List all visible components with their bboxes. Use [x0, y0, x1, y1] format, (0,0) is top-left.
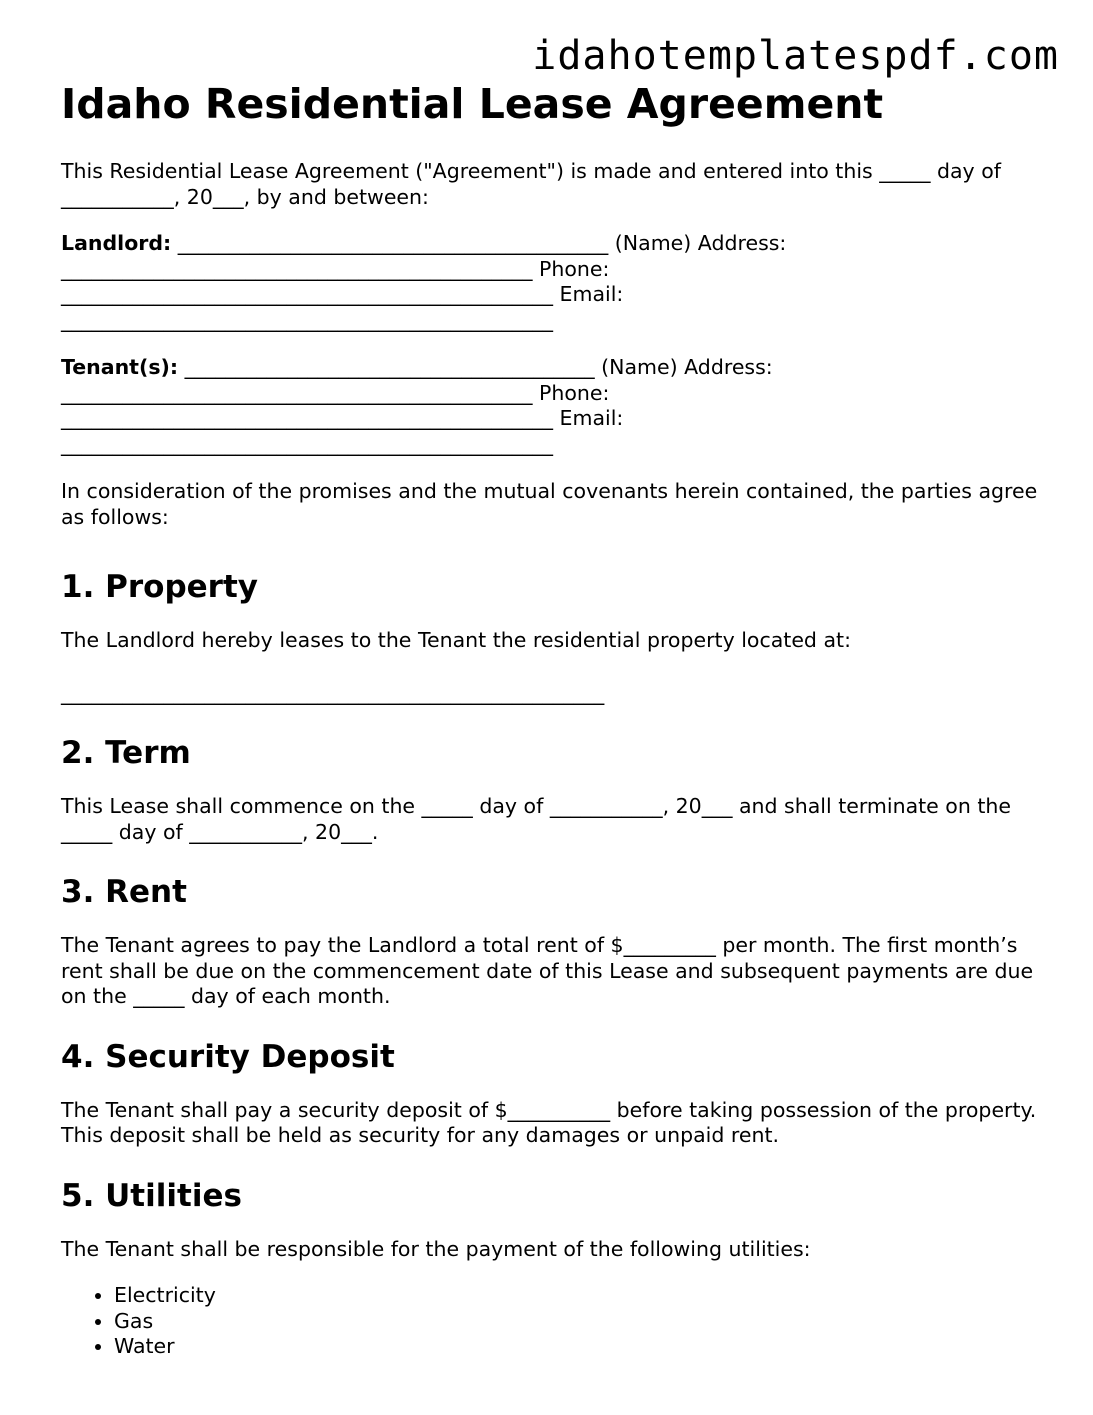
property-address-blank: _____________________________________________________ — [61, 680, 605, 705]
landlord-label: Landlord: — [61, 231, 172, 255]
list-item: • Water — [114, 1334, 1041, 1360]
section-utilities-text: The Tenant shall be responsible for the payment of the following utilities: — [61, 1236, 811, 1261]
intro-paragraph: This Residential Lease Agreement ("Agreement") is made and entered into this _____ day of ___________, 20___, by and between: — [61, 159, 1001, 209]
tenant-label: Tenant(s): — [61, 355, 179, 379]
tenant-fields: ________________________________________ (Name) Address: ______________________________________________ Phone: ________________________________________________ Email: ________________________________________________ — [61, 355, 773, 456]
section-property-text: The Landlord hereby leases to the Tenant the residential property located at: — [61, 628, 851, 652]
section-utilities-heading: 5. Utilities — [61, 1177, 242, 1214]
section-deposit-heading: 4. Security Deposit — [61, 1038, 395, 1075]
lease-document — [61, 80, 1041, 1360]
section-deposit-text: The Tenant shall pay a security deposit of $__________ before taking possession of the property. This deposit shall be held as security for any damages or unpaid rent. — [61, 1097, 1037, 1147]
list-item: • Gas — [114, 1309, 1041, 1335]
list-item: • Electricity — [114, 1283, 1041, 1309]
landlord-fields: __________________________________________ (Name) Address: ______________________________________________ Phone: ________________________________________________ Email: ________________________________________________ — [61, 231, 787, 332]
watermark-site-name: idahotemplatespdf.com — [532, 33, 1059, 79]
section-property-heading: 1. Property — [61, 569, 258, 605]
section-term-text: This Lease shall commence on the _____ day of ___________, 20___ and shall terminate on the _____ day of ___________, 20___. — [61, 794, 1011, 844]
section-rent-heading: 3. Rent — [61, 874, 187, 910]
section-rent-text: The Tenant agrees to pay the Landlord a total rent of $_________ per month. The first month’s rent shall be due on the commencement date of this Lease and subsequent payments are due on the _____ day of each month. — [61, 933, 1034, 1008]
landlord-block — [61, 231, 1041, 333]
utilities-list — [61, 1283, 1041, 1360]
tenant-block — [61, 355, 1041, 457]
consideration-paragraph: In consideration of the promises and the mutual covenants herein contained, the parties agree as follows: — [61, 479, 1038, 529]
section-term-heading: 2. Term — [61, 735, 191, 771]
document-title: Idaho Residential Lease Agreement — [61, 80, 884, 128]
